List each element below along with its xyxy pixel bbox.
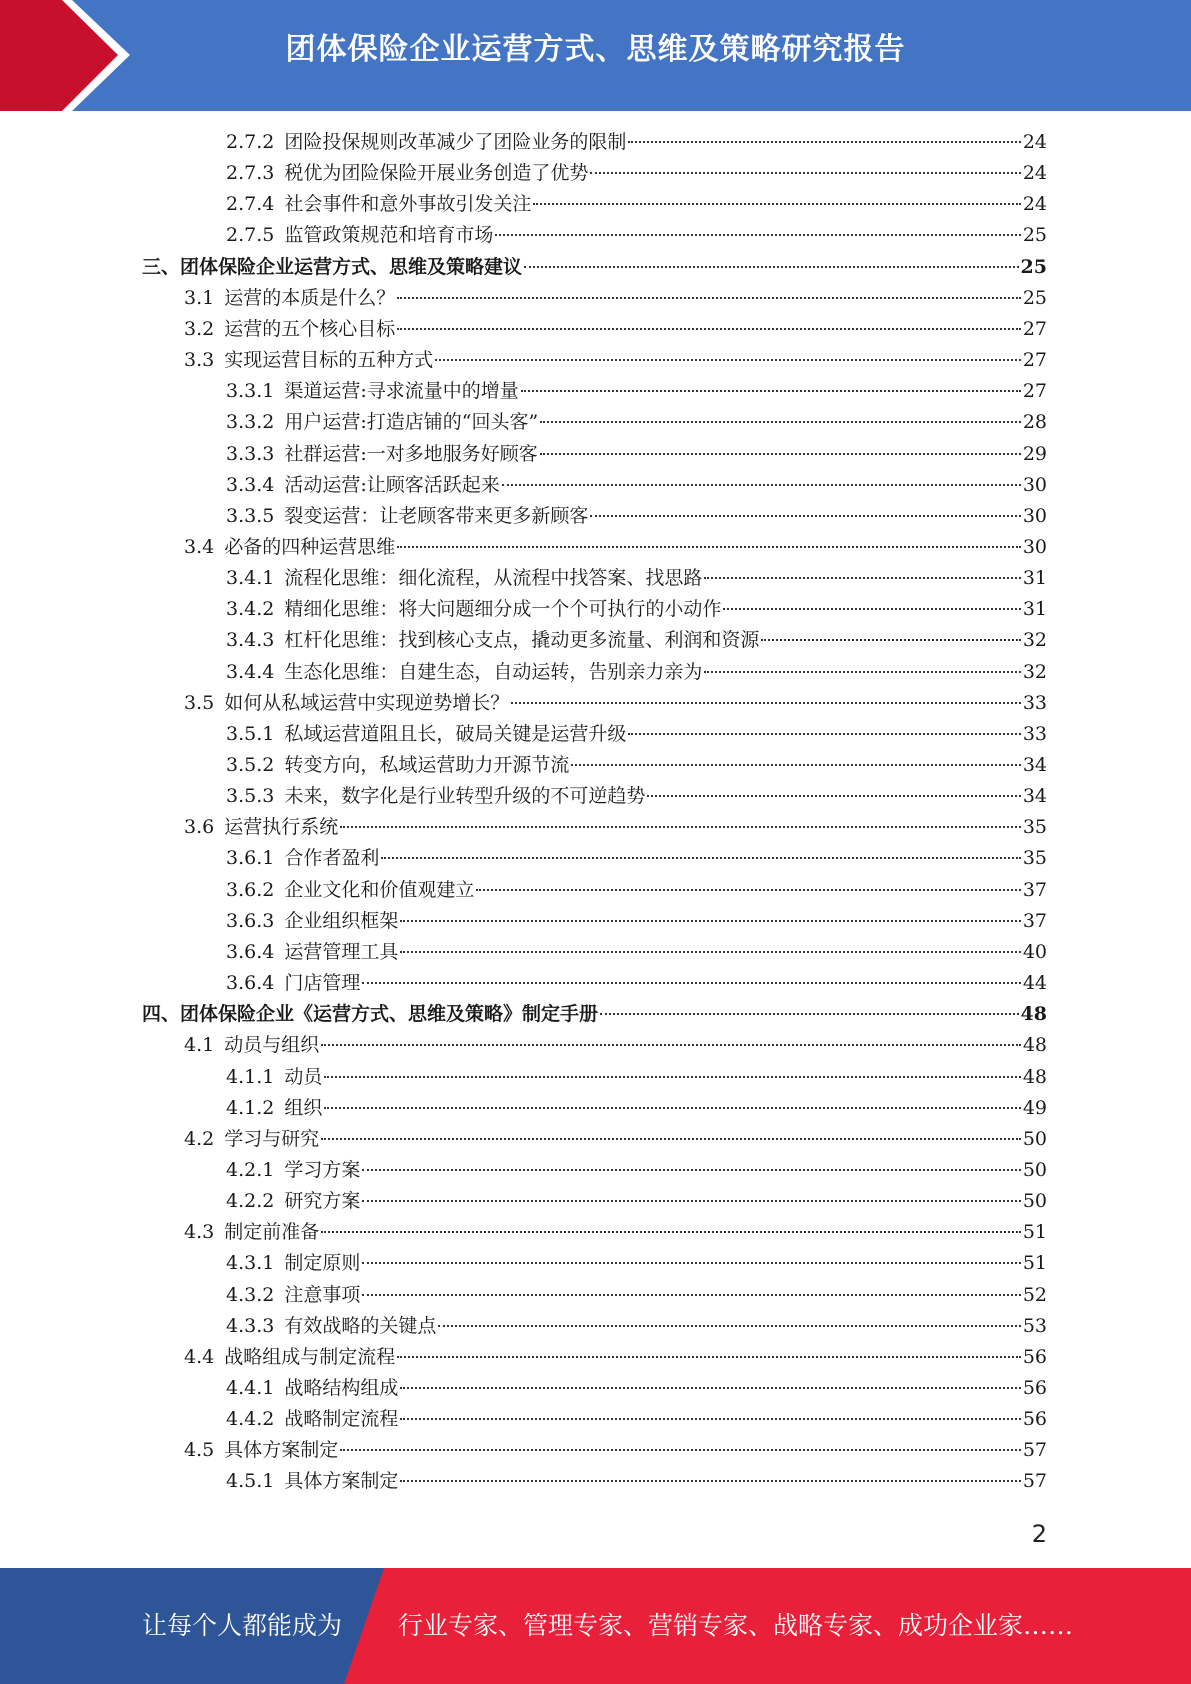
toc-entry[interactable] bbox=[226, 657, 1047, 688]
toc-entry-title: 研究方案 bbox=[284, 1190, 361, 1213]
toc-entry-number: 3.1 bbox=[184, 286, 215, 309]
toc-entry[interactable] bbox=[142, 999, 1047, 1030]
toc-entry[interactable] bbox=[226, 906, 1047, 937]
toc-entry-number: 4.5 bbox=[184, 1439, 215, 1462]
toc-entry-number: 4.4.1 bbox=[226, 1377, 275, 1399]
toc-entry-title: 四、团体保险企业《运营方式、思维及策略》制定手册 bbox=[142, 1003, 599, 1026]
toc-entry-title: 如何从私域运营中实现逆势增长？ bbox=[224, 691, 510, 714]
toc-dot-leader bbox=[502, 484, 1021, 486]
toc-entry-title: 有效战略的关键点 bbox=[284, 1314, 437, 1337]
toc-entry-number: 3.4.4 bbox=[226, 660, 275, 683]
toc-entry-title: 战略制定流程 bbox=[284, 1408, 399, 1431]
toc-entry-number: 2.7.2 bbox=[226, 131, 275, 153]
toc-entry-page: 28 bbox=[1022, 411, 1047, 434]
toc-dot-leader bbox=[761, 639, 1020, 641]
toc-entry[interactable] bbox=[226, 1186, 1047, 1217]
toc-entry-number: 3.6.4 bbox=[226, 940, 275, 963]
toc-entry-number: 3.5.3 bbox=[226, 785, 275, 808]
toc-entry[interactable] bbox=[226, 220, 1047, 251]
toc-dot-leader bbox=[628, 733, 1020, 735]
toc-entry[interactable] bbox=[226, 719, 1047, 750]
toc-dot-leader bbox=[397, 297, 1021, 299]
toc-dot-leader bbox=[324, 1076, 1020, 1078]
footer-slogan-left: 让每个人都能成为 bbox=[142, 1611, 343, 1640]
toc-entry-page: 32 bbox=[1022, 660, 1047, 683]
toc-entry-page: 48 bbox=[1020, 1003, 1047, 1026]
toc-entry[interactable] bbox=[226, 781, 1047, 812]
toc-entry-title: 渠道运营:寻求流量中的增量 bbox=[284, 380, 519, 403]
toc-entry-page: 31 bbox=[1022, 598, 1047, 621]
toc-entry-title: 运营执行系统 bbox=[224, 816, 339, 839]
toc-entry-page: 35 bbox=[1022, 847, 1047, 870]
toc-entry-title: 学习方案 bbox=[284, 1158, 361, 1181]
toc-entry-page: 24 bbox=[1022, 162, 1047, 185]
report-title: 团体保险企业运营方式、思维及策略研究报告 bbox=[285, 32, 906, 67]
toc-entry-number: 3.4.2 bbox=[226, 598, 275, 621]
toc-entry[interactable] bbox=[226, 750, 1047, 781]
toc-dot-leader bbox=[435, 359, 1021, 361]
toc-entry-number: 4.1.1 bbox=[226, 1065, 275, 1088]
toc-entry-title: 流程化思维：细化流程，从流程中找答案、找思路 bbox=[284, 567, 703, 590]
toc-entry[interactable] bbox=[226, 937, 1047, 968]
toc-entry-page: 27 bbox=[1022, 317, 1047, 340]
toc-dot-leader bbox=[540, 421, 1021, 423]
toc-dot-leader bbox=[340, 826, 1021, 828]
toc-dot-leader bbox=[400, 1480, 1020, 1482]
toc-entry-page: 34 bbox=[1022, 785, 1047, 808]
page-footer bbox=[0, 1568, 1191, 1684]
toc-entry-number: 3.6.1 bbox=[226, 847, 275, 870]
toc-dot-leader bbox=[397, 1356, 1021, 1358]
toc-entry[interactable] bbox=[226, 407, 1047, 438]
toc-entry-page: 30 bbox=[1022, 473, 1047, 496]
toc-dot-leader bbox=[400, 1418, 1020, 1420]
toc-entry[interactable] bbox=[184, 1124, 1047, 1155]
toc-entry[interactable] bbox=[226, 1373, 1047, 1404]
toc-dot-leader bbox=[521, 390, 1021, 392]
toc-entry[interactable] bbox=[184, 1217, 1047, 1248]
toc-entry-number: 4.3.2 bbox=[226, 1283, 275, 1306]
toc-entry[interactable] bbox=[184, 1435, 1047, 1466]
toc-entry-number: 3.6 bbox=[184, 816, 215, 839]
toc-dot-leader bbox=[704, 577, 1020, 579]
toc-entry-page: 57 bbox=[1022, 1439, 1047, 1462]
toc-entry-number: 3.5.1 bbox=[226, 722, 275, 745]
toc-entry-page: 30 bbox=[1022, 535, 1047, 558]
toc-entry-title: 组织 bbox=[284, 1096, 323, 1119]
toc-entry-title: 门店管理 bbox=[284, 972, 361, 995]
footer-slogan-right: 行业专家、管理专家、营销专家、战略专家、成功企业家…… bbox=[398, 1611, 1074, 1640]
toc-entry-title: 税优为团险保险开展业务创造了优势 bbox=[284, 162, 589, 185]
toc-entry-page: 37 bbox=[1022, 878, 1047, 901]
toc-entry-page: 44 bbox=[1022, 972, 1047, 995]
toc-entry-title: 企业文化和价值观建立 bbox=[284, 878, 475, 901]
toc-entry-title: 社会事件和意外事故引发关注 bbox=[284, 193, 532, 216]
toc-entry-page: 33 bbox=[1022, 722, 1047, 745]
toc-entry-page: 24 bbox=[1022, 131, 1047, 153]
toc-entry[interactable] bbox=[184, 314, 1047, 345]
toc-entry-page: 33 bbox=[1022, 691, 1047, 714]
toc-dot-leader bbox=[495, 234, 1020, 236]
toc-dot-leader bbox=[397, 328, 1021, 330]
toc-entry-title: 具体方案制定 bbox=[224, 1439, 339, 1462]
toc-entry-number: 4.2.2 bbox=[226, 1190, 275, 1213]
toc-dot-leader bbox=[571, 764, 1020, 766]
toc-entry-title: 三、团体保险企业运营方式、思维及策略建议 bbox=[142, 255, 523, 278]
toc-entry-title: 注意事项 bbox=[284, 1283, 361, 1306]
toc-entry-title: 运营管理工具 bbox=[284, 940, 399, 963]
toc-entry[interactable] bbox=[184, 1030, 1047, 1061]
toc-dot-leader bbox=[628, 141, 1020, 143]
toc-entry-number: 3.3.2 bbox=[226, 411, 275, 434]
toc-entry-page: 56 bbox=[1022, 1377, 1047, 1399]
toc-dot-leader bbox=[321, 1138, 1021, 1140]
toc-dot-leader bbox=[362, 1294, 1020, 1296]
toc-entry-page: 51 bbox=[1022, 1252, 1047, 1275]
toc-entry[interactable] bbox=[184, 688, 1047, 719]
toc-entry[interactable] bbox=[226, 158, 1047, 189]
toc-dot-leader bbox=[324, 1107, 1020, 1109]
toc-entry-number: 2.7.4 bbox=[226, 193, 275, 216]
toc-entry[interactable] bbox=[226, 501, 1047, 532]
toc-entry[interactable] bbox=[184, 283, 1047, 314]
toc-entry-title: 转变方向，私域运营助力开源节流 bbox=[284, 754, 570, 776]
toc-entry[interactable] bbox=[226, 1311, 1047, 1342]
toc-entry-page: 50 bbox=[1022, 1127, 1047, 1150]
page-header bbox=[0, 0, 1191, 111]
toc-entry-number: 3.6.4 bbox=[226, 972, 275, 995]
toc-dot-leader bbox=[321, 1231, 1021, 1233]
toc-entry-number: 3.4 bbox=[184, 535, 215, 558]
toc-entry-number: 4.4 bbox=[184, 1345, 215, 1368]
toc-entry-number: 3.2 bbox=[184, 317, 215, 340]
toc-entry-title: 私域运营道阻且长，破局关键是运营升级 bbox=[284, 722, 627, 745]
toc-dot-leader bbox=[540, 453, 1021, 455]
toc-entry[interactable] bbox=[226, 1404, 1047, 1435]
toc-entry-number: 3.6.2 bbox=[226, 878, 275, 901]
toc-entry-title: 具体方案制定 bbox=[284, 1470, 399, 1493]
toc-entry-title: 杠杆化思维：找到核心支点，撬动更多流量、利润和资源 bbox=[284, 629, 760, 652]
toc-entry[interactable] bbox=[226, 1280, 1047, 1311]
toc-entry[interactable] bbox=[226, 563, 1047, 594]
toc-entry-number: 3.3 bbox=[184, 349, 215, 372]
toc-entry-number: 3.3.1 bbox=[226, 380, 275, 403]
toc-entry-page: 35 bbox=[1022, 816, 1047, 839]
toc-entry[interactable] bbox=[226, 1248, 1047, 1279]
toc-entry-page: 56 bbox=[1022, 1345, 1047, 1368]
toc-entry-title: 动员与组织 bbox=[224, 1034, 320, 1057]
toc-entry[interactable] bbox=[184, 812, 1047, 843]
toc-entry-number: 4.1.2 bbox=[226, 1096, 275, 1119]
toc-entry-number: 3.4.3 bbox=[226, 629, 275, 652]
toc-entry[interactable] bbox=[226, 376, 1047, 407]
toc-entry-number: 4.2 bbox=[184, 1127, 215, 1150]
toc-dot-leader bbox=[397, 546, 1021, 548]
toc-entry-number: 4.4.2 bbox=[226, 1408, 275, 1431]
toc-dot-leader bbox=[600, 1013, 1019, 1015]
toc-entry-title: 未来，数字化是行业转型升级的不可逆趋势 bbox=[284, 785, 646, 808]
header-chevron-decoration bbox=[0, 0, 160, 111]
toc-dot-leader bbox=[438, 1325, 1020, 1327]
toc-entry-number: 4.1 bbox=[184, 1034, 215, 1057]
toc-entry-number: 4.3 bbox=[184, 1221, 215, 1244]
toc-entry-page: 56 bbox=[1022, 1408, 1047, 1431]
toc-entry-number: 3.3.5 bbox=[226, 504, 275, 527]
toc-dot-leader bbox=[400, 1387, 1020, 1389]
toc-entry[interactable] bbox=[226, 1466, 1047, 1497]
toc-entry-title: 合作者盈利 bbox=[284, 847, 380, 870]
toc-entry-page: 57 bbox=[1022, 1470, 1047, 1493]
toc-dot-leader bbox=[704, 671, 1020, 673]
toc-entry-title: 生态化思维：自建生态，自动运转，告别亲力亲为 bbox=[284, 660, 703, 683]
toc-entry-title: 运营的本质是什么？ bbox=[224, 286, 396, 309]
toc-dot-leader bbox=[723, 608, 1020, 610]
toc-entry-number: 3.4.1 bbox=[226, 567, 275, 590]
toc-entry[interactable] bbox=[184, 532, 1047, 563]
toc-dot-leader bbox=[362, 982, 1020, 984]
toc-entry[interactable] bbox=[226, 594, 1047, 625]
toc-entry-page: 27 bbox=[1022, 349, 1047, 372]
toc-entry-title: 制定前准备 bbox=[224, 1221, 320, 1244]
toc-entry[interactable] bbox=[226, 843, 1047, 874]
toc-dot-leader bbox=[647, 795, 1020, 797]
toc-entry-page: 40 bbox=[1022, 940, 1047, 963]
toc-entry-title: 社群运营:一对多地服务好顾客 bbox=[284, 442, 538, 465]
toc-entry-title: 必备的四种运营思维 bbox=[224, 535, 396, 558]
toc-entry-page: 24 bbox=[1022, 193, 1047, 216]
toc-entry[interactable] bbox=[226, 968, 1047, 999]
toc-entry-number: 4.3.3 bbox=[226, 1314, 275, 1337]
toc-entry-page: 25 bbox=[1022, 224, 1047, 247]
toc-entry[interactable] bbox=[184, 1342, 1047, 1373]
toc-entry-page: 25 bbox=[1022, 286, 1047, 309]
toc-entry-title: 企业组织框架 bbox=[284, 909, 399, 932]
toc-dot-leader bbox=[362, 1262, 1020, 1264]
toc-entry-page: 48 bbox=[1022, 1065, 1047, 1088]
toc-entry[interactable] bbox=[226, 625, 1047, 656]
toc-dot-leader bbox=[362, 1200, 1020, 1202]
toc-dot-leader bbox=[476, 889, 1020, 891]
toc-entry[interactable] bbox=[184, 345, 1047, 376]
toc-dot-leader bbox=[524, 266, 1019, 268]
toc-entry[interactable] bbox=[226, 470, 1047, 501]
toc-entry-number: 3.5.2 bbox=[226, 754, 275, 776]
toc-entry-page: 34 bbox=[1022, 754, 1047, 776]
page-number: 2 bbox=[1031, 1520, 1047, 1548]
toc-entry[interactable] bbox=[226, 875, 1047, 906]
toc-entry-page: 51 bbox=[1022, 1221, 1047, 1244]
toc-entry-page: 27 bbox=[1022, 380, 1047, 403]
toc-entry-page: 31 bbox=[1022, 567, 1047, 590]
toc-dot-leader bbox=[340, 1449, 1021, 1451]
toc-entry-title: 运营的五个核心目标 bbox=[224, 317, 396, 340]
toc-entry-title: 战略组成与制定流程 bbox=[224, 1345, 396, 1368]
toc-entry-page: 25 bbox=[1020, 255, 1047, 278]
toc-dot-leader bbox=[381, 857, 1020, 859]
toc-entry-number: 3.3.4 bbox=[226, 473, 275, 496]
toc-entry[interactable] bbox=[226, 127, 1047, 158]
toc-entry-number: 2.7.5 bbox=[226, 224, 275, 247]
toc-entry-number: 3.3.3 bbox=[226, 442, 275, 465]
toc-dot-leader bbox=[362, 1169, 1020, 1171]
toc-entry-number: 3.6.3 bbox=[226, 909, 275, 932]
toc-entry[interactable] bbox=[226, 1093, 1047, 1124]
toc-dot-leader bbox=[321, 1044, 1021, 1046]
toc-entry-page: 52 bbox=[1022, 1283, 1047, 1306]
toc-entry-title: 动员 bbox=[284, 1065, 323, 1088]
toc-dot-leader bbox=[400, 920, 1020, 922]
toc-dot-leader bbox=[590, 172, 1020, 174]
toc-entry[interactable] bbox=[226, 439, 1047, 470]
toc-entry-title: 裂变运营：让老顾客带来更多新顾客 bbox=[284, 504, 589, 527]
toc-entry-title: 活动运营:让顾客活跃起来 bbox=[284, 473, 500, 496]
toc-entry-title: 实现运营目标的五种方式 bbox=[224, 349, 434, 372]
toc-dot-leader bbox=[533, 203, 1020, 205]
toc-entry-number: 2.7.3 bbox=[226, 162, 275, 185]
toc-entry-title: 制定原则 bbox=[284, 1252, 361, 1275]
toc-entry-number: 3.5 bbox=[184, 691, 215, 714]
toc-entry-page: 29 bbox=[1022, 442, 1047, 465]
toc-entry-title: 学习与研究 bbox=[224, 1127, 320, 1150]
toc-entry[interactable] bbox=[226, 189, 1047, 220]
toc-dot-leader bbox=[400, 951, 1020, 953]
toc-entry[interactable] bbox=[226, 1155, 1047, 1186]
toc-entry-page: 50 bbox=[1022, 1158, 1047, 1181]
toc-entry-page: 48 bbox=[1022, 1034, 1047, 1057]
toc-entry[interactable] bbox=[226, 1062, 1047, 1093]
toc-entry-page: 32 bbox=[1022, 629, 1047, 652]
toc-entry-page: 50 bbox=[1022, 1190, 1047, 1213]
toc-entry-page: 49 bbox=[1022, 1096, 1047, 1119]
toc-entry-page: 30 bbox=[1022, 504, 1047, 527]
toc-entry-number: 4.2.1 bbox=[226, 1158, 275, 1181]
toc-entry-page: 37 bbox=[1022, 909, 1047, 932]
toc-dot-leader bbox=[590, 515, 1020, 517]
toc-dot-leader bbox=[511, 702, 1021, 704]
toc-entry-title: 精细化思维：将大问题细分成一个个可执行的小动作 bbox=[284, 598, 722, 621]
toc-entry-title: 用户运营:打造店铺的“回头客” bbox=[284, 411, 539, 434]
toc-entry-title: 团险投保规则改革减少了团险业务的限制 bbox=[284, 131, 627, 153]
toc-entry-title: 监管政策规范和培育市场 bbox=[284, 224, 494, 247]
toc-entry[interactable] bbox=[142, 252, 1047, 283]
toc-entry-number: 4.5.1 bbox=[226, 1470, 275, 1493]
toc-entry-title: 战略结构组成 bbox=[284, 1377, 399, 1399]
toc-entry-number: 4.3.1 bbox=[226, 1252, 275, 1275]
toc-entry-page: 53 bbox=[1022, 1314, 1047, 1337]
